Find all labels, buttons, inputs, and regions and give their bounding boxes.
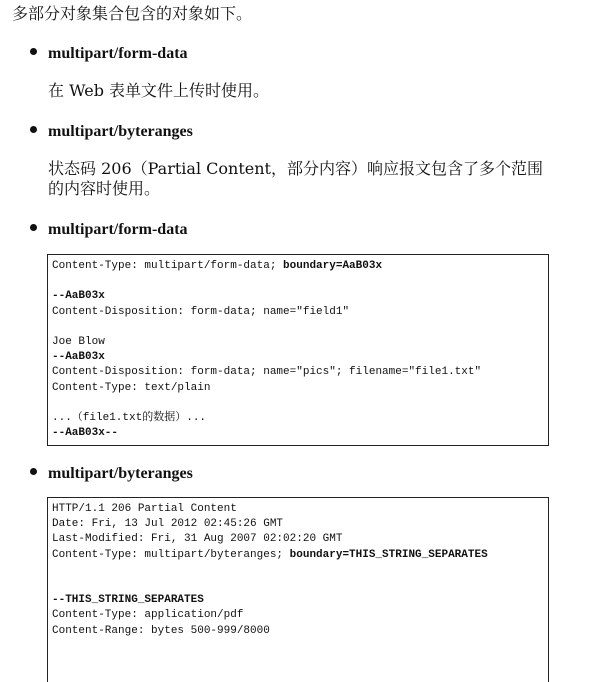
code-line: Content-Type: multipart/byteranges; boundary=THIS_STRING_SEPARATES bbox=[52, 548, 488, 561]
code-block-form-data bbox=[47, 254, 549, 446]
code-line-empty bbox=[52, 563, 544, 578]
code-line: Content-Range: bytes 500-999/8000 bbox=[52, 624, 270, 637]
bullet-icon bbox=[30, 468, 37, 475]
code-line: Joe Blow bbox=[52, 335, 105, 348]
code-line: Content-Type: multipart/form-data; boundary=AaB03x bbox=[52, 260, 383, 272]
section-heading-form-data bbox=[30, 44, 188, 64]
code-line: ...（file1.txt的数据）... bbox=[52, 411, 207, 424]
code-line: Date: Fri, 13 Jul 2012 02:45:26 GMT bbox=[52, 518, 284, 531]
code-line: Content-Disposition: form-data; name="pics"; filename="file1.txt" bbox=[52, 366, 482, 379]
code-line: --AaB03x bbox=[52, 290, 105, 303]
section-heading-label: multipart/form-data bbox=[48, 221, 188, 238]
section-heading-label: multipart/form-data bbox=[48, 45, 188, 62]
section-heading-form-data-example bbox=[30, 220, 188, 240]
code-line: Content-Type: text/plain bbox=[52, 381, 211, 394]
section-text-form-data: 在 Web 表单文件上传时使用。 bbox=[48, 81, 270, 100]
code-line: Last-Modified: Fri, 31 Aug 2007 02:02:20 GMT bbox=[52, 533, 343, 546]
code-line-empty bbox=[52, 578, 544, 593]
code-line-empty bbox=[52, 396, 544, 411]
section-text-byteranges: 状态码 206（Partial Content，部分内容）响应报文包含了多个范围的内容时使用。 bbox=[48, 159, 543, 198]
code-line-empty bbox=[52, 274, 544, 289]
bullet-icon bbox=[30, 126, 37, 133]
code-line: --THIS_STRING_SEPARATES bbox=[52, 594, 204, 607]
section-heading-byteranges-example bbox=[30, 464, 193, 484]
code-block-byteranges bbox=[47, 497, 549, 682]
code-line: Content-Type: application/pdf bbox=[52, 609, 244, 622]
section-heading-label: multipart/byteranges bbox=[48, 465, 193, 482]
code-line: --AaB03x bbox=[52, 351, 105, 364]
section-heading-label: multipart/byteranges bbox=[48, 123, 193, 140]
code-line: --AaB03x-- bbox=[52, 427, 119, 440]
section-heading-byteranges bbox=[30, 122, 193, 142]
code-line: Content-Disposition: form-data; name="field1" bbox=[52, 305, 350, 318]
code-line: HTTP/1.1 206 Partial Content bbox=[52, 503, 237, 515]
bullet-icon bbox=[30, 48, 37, 55]
intro-text: 多部分对象集合包含的对象如下。 bbox=[12, 4, 253, 23]
code-line-empty bbox=[52, 320, 544, 335]
bullet-icon bbox=[30, 224, 37, 231]
